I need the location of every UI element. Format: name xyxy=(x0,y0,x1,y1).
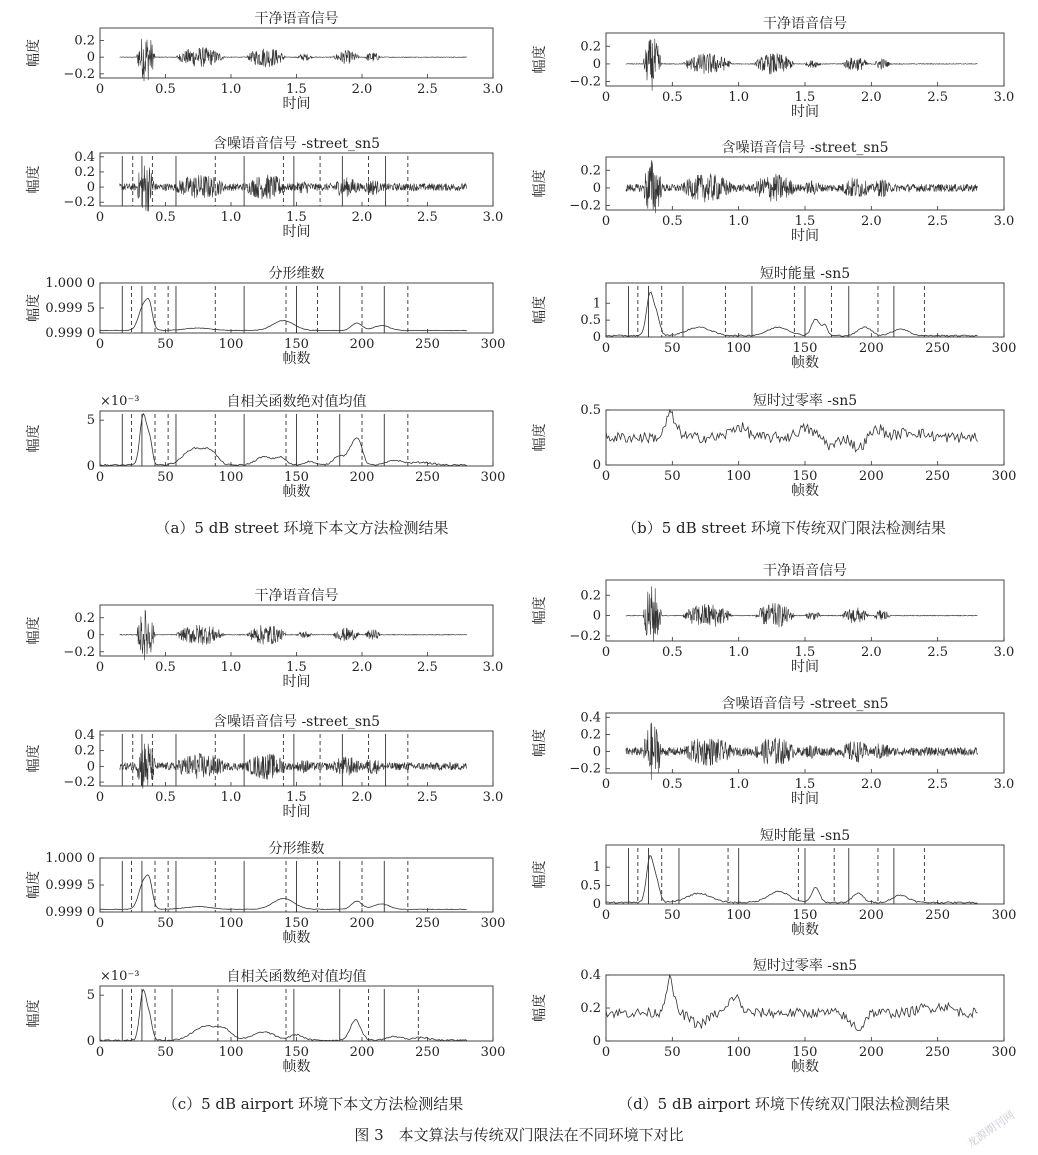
subplot-a-3 xyxy=(25,393,505,500)
x-tick-label: 0 xyxy=(601,341,611,356)
x-tick-label: 50 xyxy=(157,1045,174,1060)
y-tick-label: −0.2 xyxy=(63,66,95,82)
plot-frame xyxy=(100,986,493,1041)
subplot-title: 含噪语音信号 -street_sn5 xyxy=(721,140,889,156)
subplot-title: 分形维数 xyxy=(268,841,325,857)
x-axis-label: 帧数 xyxy=(791,1059,819,1075)
y-tick-label: 0.2 xyxy=(74,610,95,626)
x-tick-label: 1.0 xyxy=(220,82,242,97)
plot-frame xyxy=(606,713,1004,773)
x-tick-label: 0 xyxy=(601,469,611,484)
figure-caption: 图 3 本文算法与传统双门限法在不同环境下对比 xyxy=(354,1126,684,1144)
x-axis-label: 时间 xyxy=(282,224,311,240)
x-tick-label: 200 xyxy=(858,469,884,484)
x-tick-label: 250 xyxy=(415,337,440,352)
x-tick-label: 0.5 xyxy=(661,645,683,660)
y-tick-label: 0.2 xyxy=(580,163,601,179)
waveform-trace xyxy=(626,160,978,213)
y-tick-label: −0.2 xyxy=(569,74,601,90)
x-tick-label: 200 xyxy=(349,337,375,352)
x-tick-label: 3.0 xyxy=(482,790,504,805)
y-tick-label: 0 xyxy=(592,608,601,624)
x-tick-label: 0 xyxy=(601,645,611,660)
x-tick-label: 0 xyxy=(601,1045,611,1060)
subplot-title: 短时能量 -sn5 xyxy=(759,828,851,844)
subplot-d-15 xyxy=(531,958,1016,1075)
y-tick-label: 5 xyxy=(86,988,95,1004)
y-axis-label: 幅度 xyxy=(26,294,42,322)
x-tick-label: 2.5 xyxy=(417,82,438,97)
x-tick-label: 1.5 xyxy=(286,790,307,805)
x-tick-label: 3.0 xyxy=(993,777,1015,792)
x-tick-label: 150 xyxy=(284,1045,309,1060)
x-tick-label: 1.5 xyxy=(286,82,307,97)
feature-trace xyxy=(606,410,978,452)
plot-frame xyxy=(606,157,1004,210)
y-axis-label: 幅度 xyxy=(532,729,548,757)
x-tick-label: 3.0 xyxy=(482,660,504,675)
y-tick-label: 0.999 0 xyxy=(45,905,95,920)
x-tick-label: 200 xyxy=(349,470,375,485)
subplot-d-12 xyxy=(531,563,1014,675)
subplot-b-6 xyxy=(531,265,1016,371)
x-tick-label: 300 xyxy=(991,469,1017,484)
feature-trace xyxy=(606,975,978,1030)
x-axis-label: 帧数 xyxy=(282,351,311,367)
y-tick-label: −0.2 xyxy=(569,761,601,777)
x-tick-label: 0 xyxy=(95,916,105,931)
x-tick-label: 50 xyxy=(157,916,174,931)
subplot-a-1 xyxy=(25,136,503,240)
x-tick-label: 150 xyxy=(284,337,309,352)
x-tick-label: 1.0 xyxy=(220,660,242,675)
y-tick-label: 1.000 0 xyxy=(45,851,95,866)
x-tick-label: 50 xyxy=(664,469,681,484)
x-tick-label: 0 xyxy=(95,337,105,352)
x-tick-label: 0.5 xyxy=(661,777,683,792)
x-tick-label: 100 xyxy=(726,908,752,923)
x-axis-label: 帧数 xyxy=(791,483,819,499)
x-tick-label: 3.0 xyxy=(993,214,1015,229)
waveform-trace xyxy=(120,611,467,661)
subplot-title: 干净语音信号 xyxy=(763,563,847,579)
y-tick-label: 0.4 xyxy=(580,968,601,983)
x-tick-label: 2.5 xyxy=(927,645,949,660)
plot-frame xyxy=(606,580,1004,641)
x-tick-label: 100 xyxy=(218,337,244,352)
y-tick-label: 5 xyxy=(86,413,95,429)
y-tick-label: −0.2 xyxy=(63,195,95,211)
x-tick-label: 300 xyxy=(480,470,506,485)
x-tick-label: 0 xyxy=(95,470,105,485)
waveform-trace xyxy=(626,586,978,641)
y-tick-label: −0.2 xyxy=(569,198,601,214)
x-tick-label: 200 xyxy=(349,916,375,931)
x-tick-label: 300 xyxy=(991,1045,1017,1060)
subplot-c-11 xyxy=(25,968,505,1075)
x-tick-label: 300 xyxy=(991,341,1017,356)
x-axis-label: 帧数 xyxy=(282,930,311,946)
subplot-title: 分形维数 xyxy=(268,266,325,282)
y-tick-label: 0.2 xyxy=(74,743,95,759)
plot-frame xyxy=(606,975,1004,1041)
y-axis-label: 幅度 xyxy=(26,616,42,645)
y-tick-label: −0.2 xyxy=(63,644,95,660)
x-axis-label: 时间 xyxy=(282,674,311,690)
x-tick-label: 50 xyxy=(157,470,174,485)
x-tick-label: 2.5 xyxy=(417,790,438,805)
x-tick-label: 150 xyxy=(792,469,818,484)
y-tick-label: 0.2 xyxy=(580,727,601,743)
x-tick-label: 250 xyxy=(415,1045,440,1060)
x-tick-label: 250 xyxy=(925,341,951,356)
subplot-title: 干净语音信号 xyxy=(763,16,847,32)
x-tick-label: 3.0 xyxy=(993,90,1015,105)
x-tick-label: 1.0 xyxy=(220,210,242,225)
subplot-c-8 xyxy=(25,588,503,690)
x-axis-label: 时间 xyxy=(282,804,311,820)
y-axis-label: 幅度 xyxy=(532,860,548,889)
x-tick-label: 1.5 xyxy=(794,214,816,229)
x-axis-label: 时间 xyxy=(791,659,819,675)
y-tick-label: −0.2 xyxy=(569,628,601,644)
subplot-b-4 xyxy=(531,16,1014,120)
panel-caption-b: （b）5 dB street 环境下传统双门限法检测结果 xyxy=(622,519,946,537)
x-tick-label: 2.0 xyxy=(860,777,882,792)
x-axis-label: 时间 xyxy=(791,104,819,120)
subplot-a-0 xyxy=(25,11,503,112)
y-tick-label: 0.999 5 xyxy=(45,301,95,316)
x-tick-label: 250 xyxy=(925,469,951,484)
x-tick-label: 200 xyxy=(349,1045,375,1060)
subplot-title: 自相关函数绝对值均值 xyxy=(226,969,367,985)
y-axis-label: 幅度 xyxy=(532,423,548,452)
y-tick-label: 0 xyxy=(592,180,601,196)
x-tick-label: 50 xyxy=(157,337,174,352)
y-tick-label: 0 xyxy=(592,330,601,345)
y-tick-label: 0.999 5 xyxy=(45,878,95,893)
y-tick-label: 1.000 0 xyxy=(45,276,95,291)
y-tick-label: 0 xyxy=(86,627,95,643)
y-tick-label: 0.4 xyxy=(74,727,95,743)
x-tick-label: 0 xyxy=(601,90,611,105)
y-tick-label: 0.999 0 xyxy=(45,326,95,341)
y-tick-label: 0.5 xyxy=(580,878,601,894)
y-tick-label: 0.4 xyxy=(580,710,601,726)
x-tick-label: 2.0 xyxy=(351,660,373,675)
x-tick-label: 0 xyxy=(95,82,105,97)
y-tick-label: 1 xyxy=(592,860,601,876)
x-tick-label: 1.0 xyxy=(728,90,750,105)
x-tick-label: 100 xyxy=(218,470,244,485)
subplot-title: 短时能量 -sn5 xyxy=(759,266,851,282)
x-tick-label: 2.0 xyxy=(351,210,373,225)
y-tick-label: 0.2 xyxy=(74,33,95,49)
watermark: 龙源期刊网 xyxy=(964,1108,1018,1151)
y-tick-label: 0.2 xyxy=(580,39,601,55)
x-tick-label: 300 xyxy=(480,916,506,931)
y-tick-label: 0.2 xyxy=(580,588,601,604)
y-tick-label: 0 xyxy=(86,180,95,196)
x-tick-label: 2.0 xyxy=(860,90,882,105)
x-tick-label: 50 xyxy=(664,1045,681,1060)
y-axis-label: 幅度 xyxy=(26,744,42,773)
y-axis-label: 幅度 xyxy=(26,999,42,1028)
x-tick-label: 0 xyxy=(601,777,611,792)
x-tick-label: 1.5 xyxy=(286,660,307,675)
x-tick-label: 250 xyxy=(415,916,440,931)
x-tick-label: 1.5 xyxy=(286,210,307,225)
x-tick-label: 2.0 xyxy=(351,82,373,97)
subplot-d-13 xyxy=(531,696,1014,807)
plot-frame xyxy=(100,731,493,786)
x-tick-label: 100 xyxy=(726,469,752,484)
x-tick-label: 3.0 xyxy=(482,210,504,225)
y-tick-label: 0 xyxy=(86,1034,95,1049)
x-tick-label: 3.0 xyxy=(482,82,504,97)
x-tick-label: 1.5 xyxy=(794,777,816,792)
subplot-c-10 xyxy=(25,840,505,946)
subplot-title: 自相关函数绝对值均值 xyxy=(226,394,367,410)
x-tick-label: 0.5 xyxy=(155,660,176,675)
x-tick-label: 0 xyxy=(601,214,611,229)
y-scale-note: ×10⁻³ xyxy=(100,394,140,409)
waveform-trace xyxy=(120,744,467,789)
y-axis-label: 幅度 xyxy=(532,596,548,625)
subplot-b-7 xyxy=(531,393,1016,499)
x-tick-label: 0 xyxy=(95,790,105,805)
waveform-trace xyxy=(120,166,467,212)
y-tick-label: 0 xyxy=(592,897,601,912)
y-tick-label: 0 xyxy=(592,56,601,72)
x-tick-label: 100 xyxy=(726,341,752,356)
y-tick-label: 0.2 xyxy=(580,1001,601,1016)
subplot-title: 含噪语音信号 -street_sn5 xyxy=(213,714,380,730)
y-tick-label: 0 xyxy=(86,759,95,775)
x-tick-label: 2.0 xyxy=(860,645,882,660)
x-tick-label: 150 xyxy=(792,908,818,923)
x-axis-label: 帧数 xyxy=(282,484,311,500)
y-tick-label: 0 xyxy=(592,458,601,473)
x-tick-label: 2.5 xyxy=(417,660,438,675)
x-tick-label: 0 xyxy=(95,210,105,225)
x-axis-label: 帧数 xyxy=(791,355,819,371)
y-tick-label: 0 xyxy=(592,744,601,760)
x-tick-label: 250 xyxy=(415,470,440,485)
y-scale-note: ×10⁻³ xyxy=(100,969,140,984)
panel-caption-c: （c）5 dB airport 环境下本文方法检测结果 xyxy=(162,1095,464,1113)
x-axis-label: 时间 xyxy=(282,96,311,112)
y-axis-label: 幅度 xyxy=(532,994,548,1022)
x-tick-label: 300 xyxy=(480,1045,506,1060)
y-axis-label: 幅度 xyxy=(532,169,548,198)
subplot-b-5 xyxy=(531,140,1014,244)
subplot-a-2 xyxy=(25,265,505,367)
x-tick-label: 50 xyxy=(664,341,681,356)
y-axis-label: 幅度 xyxy=(26,871,42,899)
x-tick-label: 2.0 xyxy=(351,790,373,805)
x-tick-label: 100 xyxy=(218,916,244,931)
x-tick-label: 0.5 xyxy=(155,210,176,225)
x-tick-label: 0 xyxy=(95,660,105,675)
y-axis-label: 幅度 xyxy=(532,296,548,324)
x-tick-label: 1.0 xyxy=(728,645,750,660)
waveform-trace xyxy=(626,39,978,91)
x-tick-label: 1.0 xyxy=(220,790,242,805)
x-tick-label: 0.5 xyxy=(155,790,176,805)
x-tick-label: 200 xyxy=(858,341,884,356)
plot-frame xyxy=(100,605,493,656)
x-tick-label: 250 xyxy=(925,908,951,923)
x-tick-label: 2.5 xyxy=(927,214,949,229)
y-tick-label: 0 xyxy=(86,50,95,66)
y-tick-label: 0 xyxy=(86,459,95,474)
y-axis-label: 幅度 xyxy=(532,45,548,74)
y-axis-label: 幅度 xyxy=(26,39,42,67)
subplot-title: 短时过零率 -sn5 xyxy=(752,393,858,409)
x-axis-label: 时间 xyxy=(791,228,819,244)
y-tick-label: 0 xyxy=(592,1034,601,1049)
y-tick-label: 0.5 xyxy=(580,403,601,418)
panel-caption-a: （a）5 dB street 环境下本文方法检测结果 xyxy=(155,519,449,537)
y-tick-label: 0.5 xyxy=(580,313,601,329)
y-tick-label: −0.2 xyxy=(63,775,95,791)
subplot-d-14 xyxy=(531,827,1016,938)
plot-frame xyxy=(100,153,493,206)
x-tick-label: 2.5 xyxy=(927,90,949,105)
x-tick-label: 200 xyxy=(858,1045,884,1060)
plot-frame xyxy=(606,33,1004,86)
x-tick-label: 1.0 xyxy=(728,777,750,792)
subplot-title: 干净语音信号 xyxy=(254,11,339,27)
x-tick-label: 0.5 xyxy=(661,214,683,229)
subplot-title: 短时过零率 -sn5 xyxy=(752,958,858,974)
x-tick-label: 150 xyxy=(792,341,818,356)
panel-caption-d: （d）5 dB airport 环境下传统双门限法检测结果 xyxy=(618,1095,950,1113)
x-tick-label: 150 xyxy=(284,916,309,931)
x-tick-label: 250 xyxy=(925,1045,951,1060)
y-axis-label: 幅度 xyxy=(26,165,42,194)
subplot-title: 含噪语音信号 -street_sn5 xyxy=(213,136,380,152)
waveform-trace xyxy=(120,39,467,82)
x-tick-label: 0.5 xyxy=(155,82,176,97)
x-tick-label: 3.0 xyxy=(993,645,1015,660)
subplot-title: 干净语音信号 xyxy=(254,588,339,604)
x-axis-label: 帧数 xyxy=(282,1059,311,1075)
subplot-title: 含噪语音信号 -street_sn5 xyxy=(721,696,889,712)
x-tick-label: 1.5 xyxy=(794,645,816,660)
x-tick-label: 1.0 xyxy=(728,214,750,229)
x-tick-label: 200 xyxy=(858,908,884,923)
plot-frame xyxy=(100,28,493,78)
x-tick-label: 0.5 xyxy=(661,90,683,105)
plot-frame xyxy=(606,410,1004,465)
x-axis-label: 帧数 xyxy=(791,922,819,938)
x-tick-label: 300 xyxy=(991,908,1017,923)
x-tick-label: 0 xyxy=(601,908,611,923)
y-axis-label: 幅度 xyxy=(26,424,42,453)
x-tick-label: 300 xyxy=(480,337,506,352)
x-tick-label: 2.5 xyxy=(417,210,438,225)
x-tick-label: 1.5 xyxy=(794,90,816,105)
y-tick-label: 0.4 xyxy=(74,149,95,165)
x-tick-label: 100 xyxy=(218,1045,244,1060)
x-tick-label: 0 xyxy=(95,1045,105,1060)
x-tick-label: 2.0 xyxy=(860,214,882,229)
x-axis-label: 时间 xyxy=(791,791,819,807)
subplot-c-9 xyxy=(25,714,503,820)
y-tick-label: 0.2 xyxy=(74,164,95,180)
y-tick-label: 1 xyxy=(592,296,601,312)
x-tick-label: 50 xyxy=(664,908,681,923)
x-tick-label: 150 xyxy=(284,470,309,485)
waveform-trace xyxy=(626,723,978,780)
x-tick-label: 100 xyxy=(726,1045,752,1060)
x-tick-label: 2.5 xyxy=(927,777,949,792)
x-tick-label: 150 xyxy=(792,1045,818,1060)
